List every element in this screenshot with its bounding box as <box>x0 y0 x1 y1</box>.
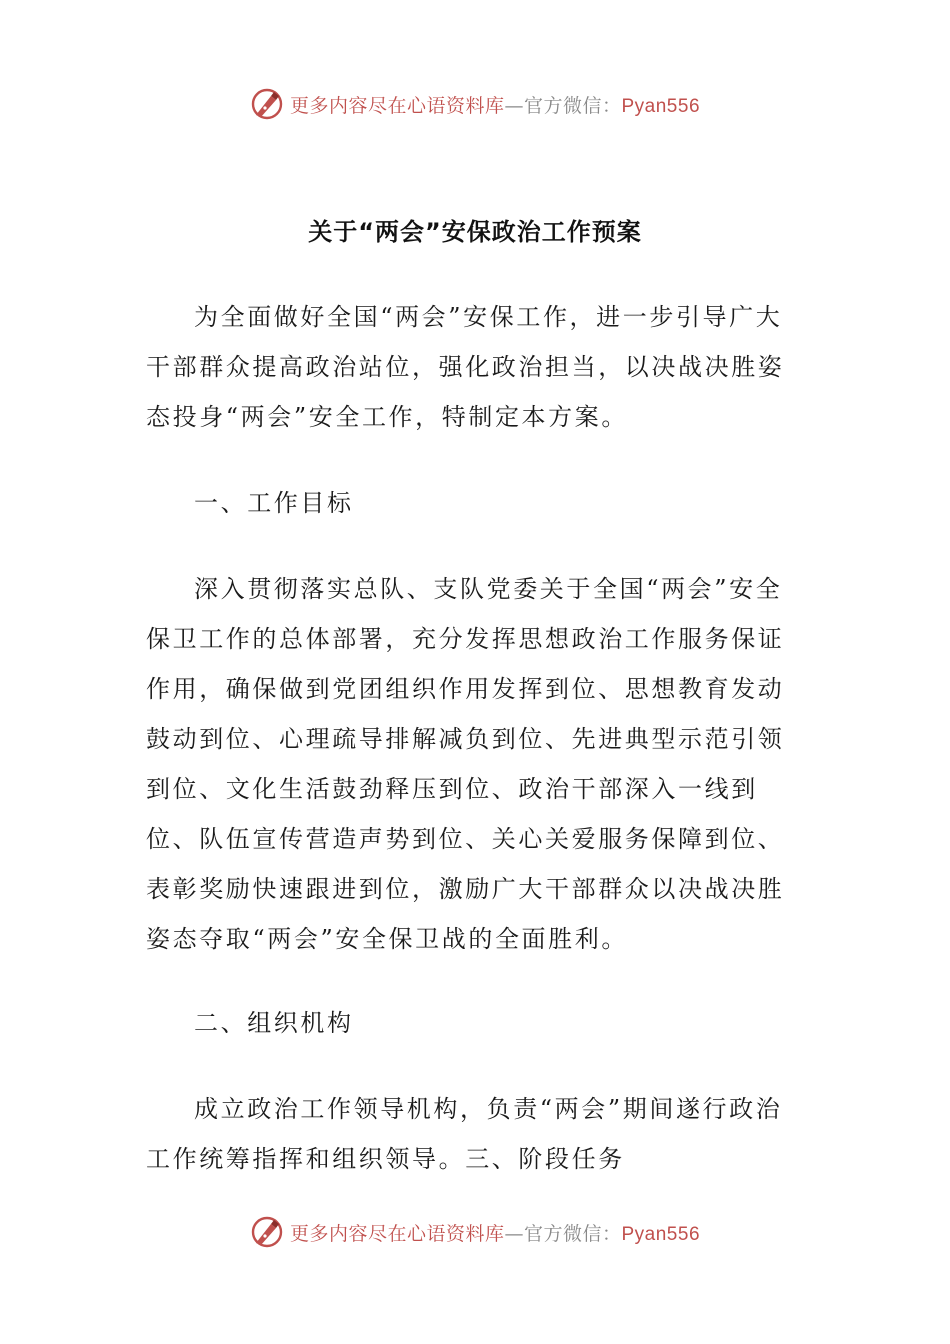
watermark-wechat-id: Pyan556 <box>621 1223 701 1245</box>
watermark-wechat-label: 官方微信： <box>523 1222 622 1245</box>
watermark-main: 更多内容尽在心语资料库 <box>289 94 505 117</box>
document-title: 关于“两会”安保政治工作预案 <box>308 218 642 246</box>
goals-paragraph: 深入贯彻落实总队、支队党委关于全国“两会”安全保卫工作的总体部署，充分发挥思想政治工作服务保证作用，确保做到党团组织作用发挥到位、思想教育发动鼓动到位、心理疏导排解减负到位、先进典型示范引领到位、文化生活鼓劲释压到位、政治干部深入一线到位、队伍宣传营造声势到位、关心关爱服务保障到位、表彰奖励快速跟进到位，激励广大干部群众以决战决胜姿态夺取“两会”安全保卫战的全面胜利。 <box>146 575 785 953</box>
watermark-banner-top <box>0 84 950 124</box>
intro-paragraph: 为全面做好全国“两会”安保工作，进一步引导广大干部群众提高政治站位，强化政治担当，以决战决胜姿态投身“两会”安全工作，特制定本方案。 <box>146 303 785 431</box>
pen-nib-logo-icon <box>250 87 284 121</box>
section-heading-organization: 二、组织机构 <box>194 1009 354 1037</box>
pen-nib-logo-icon <box>250 1215 284 1249</box>
watermark-dash: — <box>504 1222 524 1245</box>
watermark-banner-bottom <box>0 1212 950 1252</box>
watermark-wechat-label: 官方微信： <box>523 94 622 117</box>
watermark-dash: — <box>504 94 524 117</box>
section-heading-goals: 一、工作目标 <box>194 489 354 517</box>
watermark-text <box>290 91 700 118</box>
watermark-main: 更多内容尽在心语资料库 <box>289 1222 505 1245</box>
organization-paragraph: 成立政治工作领导机构，负责“两会”期间遂行政治工作统筹指挥和组织领导。三、阶段任务 <box>146 1095 783 1173</box>
watermark-text <box>290 1219 700 1246</box>
watermark-wechat-id: Pyan556 <box>621 95 701 117</box>
